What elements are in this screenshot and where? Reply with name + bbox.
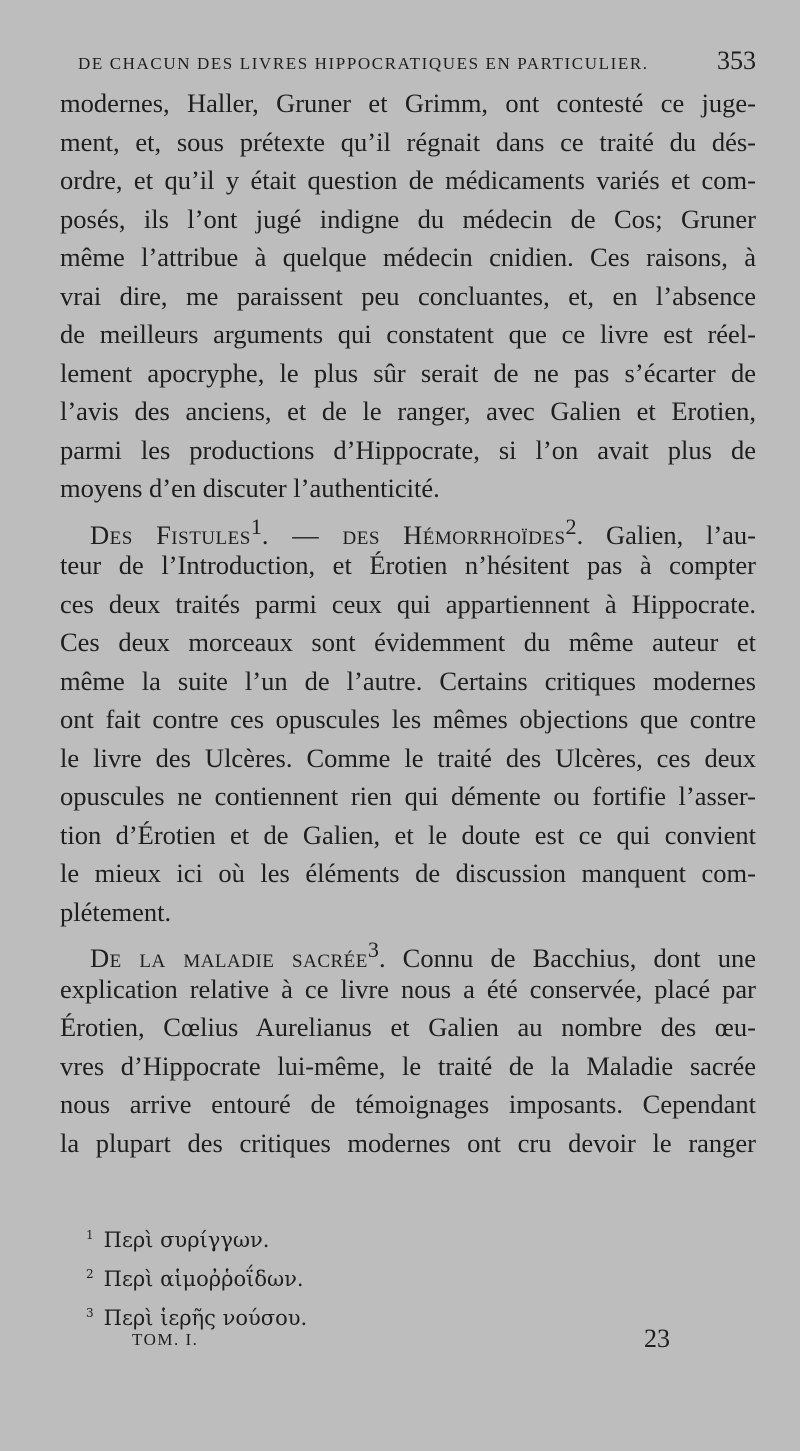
text-line: vrai dire, me paraissent peu concluantes, et, en l’absence xyxy=(60,280,756,311)
text-fragment: . Galien, l’au- xyxy=(576,519,756,550)
text-line: posés, ils l’ont jugé indigne du médecin de Cos; Gruner xyxy=(60,203,756,234)
text-line: parmi les productions d’Hippocrate, si l’on avait plus de xyxy=(60,434,756,465)
text-line xyxy=(60,508,756,550)
footnote-ref: 1 xyxy=(250,513,262,539)
text-line: teur de l’Introduction, et Érotien n’hésitent pas à compter xyxy=(60,550,756,580)
footnote-text: Περὶ αἱμοῤῥοΐδων. xyxy=(103,1267,304,1291)
text-line: explication relative à ce livre nous a été conservée, placé par xyxy=(60,973,756,1004)
footnote-ref: 3 xyxy=(367,937,379,962)
text-line: moyens d’en discuter l’authenticité. xyxy=(60,473,440,503)
page-footer xyxy=(132,1324,670,1360)
page-number: 353 xyxy=(717,46,756,75)
text-line: Érotien, Cœlius Aurelianus et Galien au nombre des œu- xyxy=(60,1012,756,1042)
footnote-ref: 2 xyxy=(565,513,577,539)
text-line: ordre, et qu’il y était question de médicaments variés et com- xyxy=(60,165,756,195)
section-heading: Des Fistules xyxy=(90,519,251,550)
footnote-text: Περὶ συρίγγων. xyxy=(103,1228,270,1252)
footnote xyxy=(86,1218,307,1257)
footnote-mark: 2 xyxy=(86,1267,94,1281)
text-line: le livre des Ulcères. Comme le traité des Ulcères, ces deux xyxy=(60,742,756,773)
running-header xyxy=(60,44,756,84)
text-line: ces deux traités parmi ceux qui appartiennent à Hippocrate. xyxy=(60,588,756,619)
section-heading: De la maladie sacrée xyxy=(90,942,368,973)
paragraph-fistules xyxy=(60,508,756,932)
paragraph-maladie-sacree xyxy=(60,931,756,1162)
main-text xyxy=(60,84,756,1162)
text-line: plétement. xyxy=(60,896,172,927)
footnote-mark: 3 xyxy=(86,1306,94,1320)
text-fragment: . Connu de Bacchius, dont une xyxy=(378,942,757,973)
text-line xyxy=(60,931,757,973)
text-line: ont fait contre ces opuscules les mêmes objections que contre xyxy=(60,704,756,734)
signature-mark: 23 xyxy=(644,1324,670,1353)
running-title: DE CHACUN DES LIVRES HIPPOCRATIQUES EN PARTICULIER. xyxy=(78,54,649,73)
text-line: l’avis des anciens, et de le ranger, avec Galien et Erotien, xyxy=(60,396,756,426)
text-line: nous arrive entouré de témoignages imposants. Cependant xyxy=(60,1089,756,1119)
text-line: ment, et, sous prétexte qu’il régnait dans ce traité du dés- xyxy=(60,126,756,157)
text-line: modernes, Haller, Gruner et Grimm, ont contesté ce juge- xyxy=(60,88,756,118)
volume-label: TOM. I. xyxy=(132,1330,199,1349)
footnotes xyxy=(86,1218,307,1335)
footnote xyxy=(86,1257,307,1296)
footnote-text: Περὶ ἱερῆς νούσου. xyxy=(103,1306,308,1330)
text-line: même la suite l’un de l’autre. Certains critiques modernes xyxy=(60,665,756,696)
text-line: de meilleurs arguments qui constatent que ce livre est réel- xyxy=(60,319,756,349)
text-line: vres d’Hippocrate lui-même, le traité de la Maladie sacrée xyxy=(60,1050,756,1081)
text-line: lement apocryphe, le plus sûr serait de ne pas s’écarter de xyxy=(60,357,756,388)
text-line: opuscules ne contiennent rien qui démente ou fortifie l’asser- xyxy=(60,781,756,811)
text-line: la plupart des critiques modernes ont cru devoir le ranger xyxy=(60,1127,756,1158)
text-line: le mieux ici où les éléments de discussion manquent com- xyxy=(60,858,756,888)
text-line: tion d’Érotien et de Galien, et le doute est ce qui convient xyxy=(60,819,756,850)
footnote-mark: 1 xyxy=(86,1228,94,1242)
section-heading: . — des Hémorrhoïdes xyxy=(261,519,566,550)
text-line: Ces deux morceaux sont évidemment du même auteur et xyxy=(60,627,756,657)
text-line: même l’attribue à quelque médecin cnidien. Ces raisons, à xyxy=(60,242,756,272)
paragraph xyxy=(60,84,756,508)
